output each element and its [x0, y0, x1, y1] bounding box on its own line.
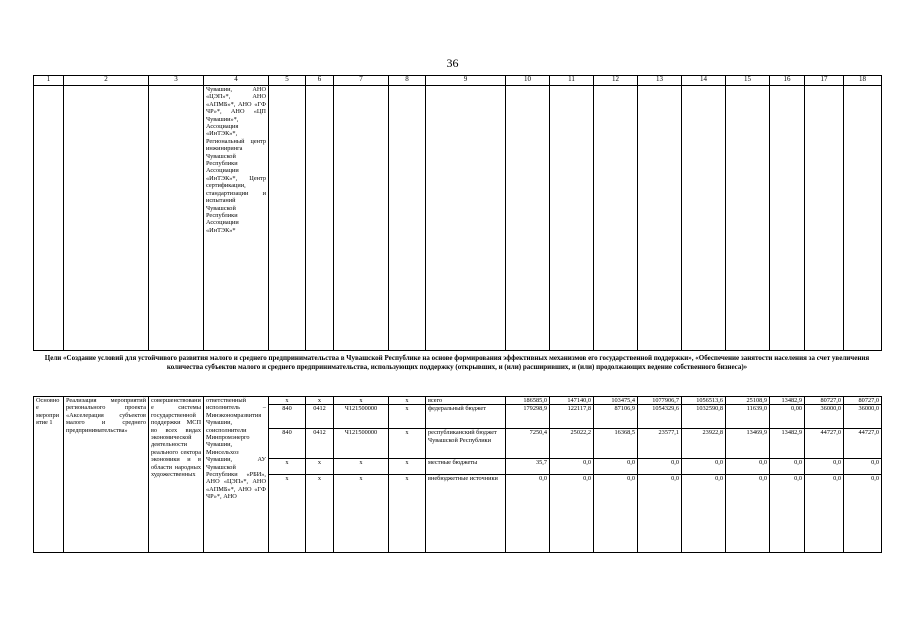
- value-cell: 0,0: [550, 475, 594, 553]
- col-header: 8: [389, 76, 426, 86]
- value-cell: 87106,9: [594, 405, 638, 429]
- vr-cell: x: [389, 397, 426, 405]
- value-cell: 0,0: [638, 475, 682, 553]
- value-cell: 0,0: [805, 475, 844, 553]
- funding-source: республиканский бюджет Чувашской Республики: [426, 429, 506, 459]
- event-executors: ответственный исполнитель – Минэкономразвития Чувашии, соисполнители Минпромэнерго Чувашии, Минсельхоз Чувашии, АУ Чувашской Республики «РБИ», АНО «ЦЭП»*, АНО «АПМБ»*, АНО «ГФ ЧР»*, АНО: [204, 397, 269, 553]
- rzpr-cell: x: [306, 475, 334, 553]
- value-cell: 186585,0: [506, 397, 550, 405]
- event-goal: совершенствование системы государственной поддержки МСП во всех видах экономической деятельности реального сектора экономики и в области народных художественных: [149, 397, 204, 553]
- funding-source: внебюджетные источники: [426, 475, 506, 553]
- vr-cell: x: [389, 459, 426, 475]
- page-number: 36: [446, 56, 459, 70]
- col-header: 3: [149, 76, 204, 86]
- grbs-cell: x: [269, 475, 306, 553]
- value-cell: 80727,0: [805, 397, 844, 405]
- column-number-row: [34, 76, 882, 86]
- col-header: 18: [844, 76, 882, 86]
- col-header: 1: [34, 76, 64, 86]
- continuation-table: [33, 75, 882, 351]
- value-cell: 23577,1: [638, 429, 682, 459]
- col-header: 9: [426, 76, 506, 86]
- value-cell: 0,0: [682, 475, 726, 553]
- col-header: 11: [550, 76, 594, 86]
- value-cell: 23922,8: [682, 429, 726, 459]
- grbs-cell: 840: [269, 405, 306, 429]
- csr-cell: x: [334, 475, 389, 553]
- csr-cell: x: [334, 397, 389, 405]
- col-header: 13: [638, 76, 682, 86]
- col-header: 15: [726, 76, 770, 86]
- vr-cell: x: [389, 475, 426, 553]
- event-name: Реализация мероприятий регионального проекта «Акселерация субъектов малого и среднего предпринимательства»: [64, 397, 149, 553]
- value-cell: 0,0: [594, 459, 638, 475]
- value-cell: 122117,8: [550, 405, 594, 429]
- rzpr-cell: 0412: [306, 429, 334, 459]
- value-cell: 36000,0: [844, 405, 882, 429]
- value-cell: 0,0: [770, 475, 805, 553]
- value-cell: 0,00: [770, 405, 805, 429]
- vr-cell: x: [389, 429, 426, 459]
- event-table: [33, 396, 882, 553]
- continuation-executors: Чувашии, АНО «ЦЭП»*, АНО «АПМБ»*, АНО «ГФ ЧР»*, АНО «ЦП Чувашии»*, Ассоциация «ИнТЭК»*, Региональный центр инжиниринга Чувашской Республики Ассоциации «ИнТЭК»*, Центр сертификации, стандартизации и испытаний Чувашской Республики Ассоциации «ИнТЭК»*: [204, 86, 269, 351]
- col-header: 4: [204, 76, 269, 86]
- value-cell: 0,0: [805, 459, 844, 475]
- value-cell: 0,0: [726, 475, 770, 553]
- value-cell: 25108,9: [726, 397, 770, 405]
- value-cell: 0,0: [682, 459, 726, 475]
- funding-source: федеральный бюджет: [426, 405, 506, 429]
- value-cell: 35,7: [506, 459, 550, 475]
- rzpr-cell: x: [306, 459, 334, 475]
- vr-cell: x: [389, 405, 426, 429]
- grbs-cell: x: [269, 459, 306, 475]
- value-cell: 44727,0: [805, 429, 844, 459]
- rzpr-cell: 0412: [306, 405, 334, 429]
- rzpr-cell: x: [306, 397, 334, 405]
- value-cell: 0,0: [844, 475, 882, 553]
- col-header: 17: [805, 76, 844, 86]
- value-cell: 1056513,6: [682, 397, 726, 405]
- event-label: Основное мероприятие 1: [34, 397, 64, 553]
- col-header: 12: [594, 76, 638, 86]
- value-cell: 44727,0: [844, 429, 882, 459]
- value-cell: 36000,0: [805, 405, 844, 429]
- value-cell: 1054329,6: [638, 405, 682, 429]
- value-cell: 13482,9: [770, 429, 805, 459]
- value-cell: 0,0: [770, 459, 805, 475]
- value-cell: 179298,9: [506, 405, 550, 429]
- csr-cell: Ч121500000: [334, 429, 389, 459]
- value-cell: 13482,9: [770, 397, 805, 405]
- value-cell: 7250,4: [506, 429, 550, 459]
- value-cell: 0,0: [726, 459, 770, 475]
- col-header: 2: [64, 76, 149, 86]
- funding-source: всего: [426, 397, 506, 405]
- col-header: 14: [682, 76, 726, 86]
- col-header: 5: [269, 76, 306, 86]
- value-cell: 0,0: [638, 459, 682, 475]
- table-row: [34, 397, 882, 405]
- continuation-row: [34, 86, 882, 351]
- goals-heading: Цели «Создание условий для устойчивого развития малого и среднего предпринимательства в Чувашской Республике на основе формирования эффективных механизмов его государственной поддержки», «Обеспечение занятости населения за счет увеличения количества субъектов малого и среднего предпринимательства, использующих поддержку (открывших, и (или) расширивших, и (или) продолжающих ведение собственного бизнеса)»: [44, 354, 870, 371]
- grbs-cell: 840: [269, 429, 306, 459]
- value-cell: 13469,9: [726, 429, 770, 459]
- col-header: 16: [770, 76, 805, 86]
- value-cell: 0,0: [506, 475, 550, 553]
- grbs-cell: x: [269, 397, 306, 405]
- col-header: 6: [306, 76, 334, 86]
- value-cell: 16368,5: [594, 429, 638, 459]
- value-cell: 0,0: [550, 459, 594, 475]
- col-header: 7: [334, 76, 389, 86]
- value-cell: 0,0: [844, 459, 882, 475]
- funding-source: местные бюджеты: [426, 459, 506, 475]
- col-header: 10: [506, 76, 550, 86]
- value-cell: 80727,0: [844, 397, 882, 405]
- csr-cell: x: [334, 459, 389, 475]
- value-cell: 0,0: [594, 475, 638, 553]
- value-cell: 1032590,8: [682, 405, 726, 429]
- value-cell: 11639,0: [726, 405, 770, 429]
- csr-cell: Ч121500000: [334, 405, 389, 429]
- value-cell: 25022,2: [550, 429, 594, 459]
- value-cell: 103475,4: [594, 397, 638, 405]
- value-cell: 1077906,7: [638, 397, 682, 405]
- value-cell: 147140,0: [550, 397, 594, 405]
